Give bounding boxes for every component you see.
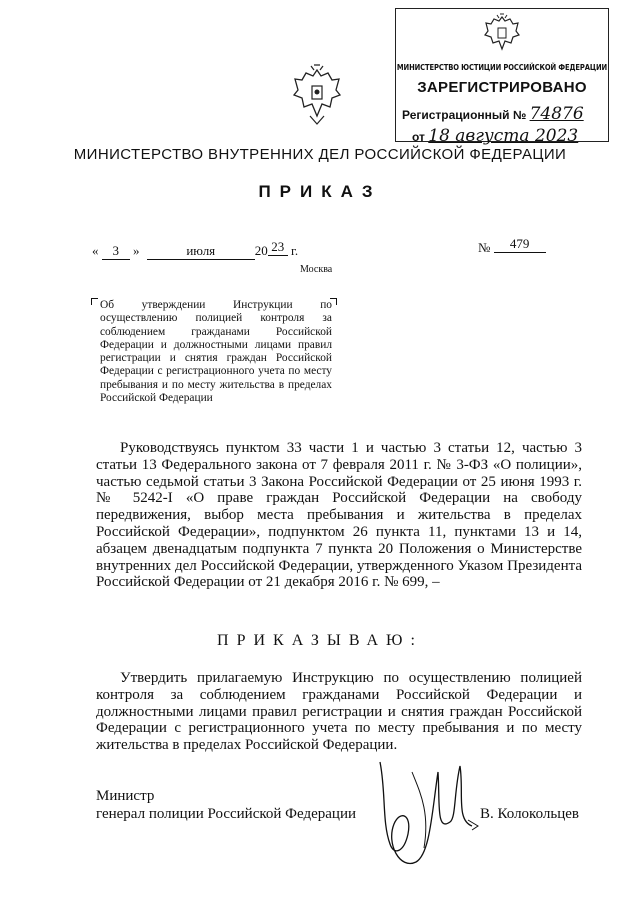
date-day: 3 (102, 243, 130, 260)
preamble-paragraph: Руководствуясь пунктом 33 части 1 и частью 3 статьи 12, частью 3 статьи 13 Федерального закона от 7 февраля 2011 г. № 3-ФЗ «О полиции», частью седьмой статьи 3 Закона Российской Федерации от 25 июня 1993 г. № 5242-I «О праве граждан Российской Федерации на свободу передвижения, выбор места пребывания и жительства в пределах Российской Федерации», подпунктом 26 пункта 11, пунктами 13 и 14, абзацем двенадцатым подпункта 7 пункта 20 Положения о Министерстве внутренних дел Российской Федерации, утвержденного Указом Президента Российской Федерации от 21 декабря 2016 г. № 699, – (96, 440, 582, 591)
order-number-value: 479 (494, 236, 546, 253)
subject-bracket-left (91, 298, 98, 305)
order-number (478, 236, 546, 257)
registration-stamp (395, 8, 609, 146)
handwritten-signature (360, 752, 490, 882)
order-subject: Об утверждении Инструкции по осуществлению полицией контроля за соблюдением гражданами Российской Федерации и должностными лицами правил регистрации и снятия граждан Российской Федерации с регистрационного учета по месту пребывания и по месту жительства в пределах Российской Федерации (100, 299, 332, 405)
stamp-reg-number-value: 74876 (529, 104, 584, 124)
stamp-date-prefix: от (412, 130, 425, 144)
date-year-suffix: 23 (268, 239, 288, 256)
approve-paragraph: Утвердить прилагаемую Инструкцию по осуществлению полицией контроля за соблюдением гражданами Российской Федерации и должностными лицами правил регистрации и снятия граждан Российской Федерации с регистрационного учета по месту пребывания и по месту жительства в пределах Российской Федерации. (96, 670, 582, 754)
date-month: июля (147, 243, 255, 260)
stamp-ministry: МИНИСТЕРСТВО ЮСТИЦИИ РОССИЙСКОЙ ФЕДЕРАЦИИ (396, 63, 608, 72)
order-date (92, 239, 299, 260)
date-year-prefix: 20 (254, 243, 268, 258)
stamp-registered: ЗАРЕГИСТРИРОВАНО (417, 79, 587, 96)
date-open-quote: « (92, 243, 99, 258)
stamp-reg-number (402, 104, 584, 124)
double-headed-eagle-icon (482, 13, 522, 55)
decree-heading: ПРИКАЗЫВАЮ: (217, 632, 423, 649)
coat-of-arms-icon (292, 64, 342, 128)
stamp-date-value: 18 августа 2023 (428, 126, 579, 146)
order-title: ПРИКАЗ (258, 182, 382, 201)
signatory-name: В. Колокольцев (480, 806, 579, 822)
signatory-post-line2: генерал полиции Российской Федерации (96, 806, 357, 822)
ministry-title: МИНИСТЕРСТВО ВНУТРЕННИХ ДЕЛ РОССИЙСКОЙ ФЕДЕРАЦИИ (73, 146, 567, 163)
date-close-quote: » (133, 243, 140, 258)
stamp-reg-date (412, 126, 578, 146)
signatory-post-line1: Министр (96, 788, 155, 804)
city: Москва (300, 264, 333, 275)
order-number-label: № (478, 240, 491, 255)
date-year-unit: г. (291, 243, 299, 258)
stamp-reg-number-label: Регистрационный № (402, 108, 527, 122)
